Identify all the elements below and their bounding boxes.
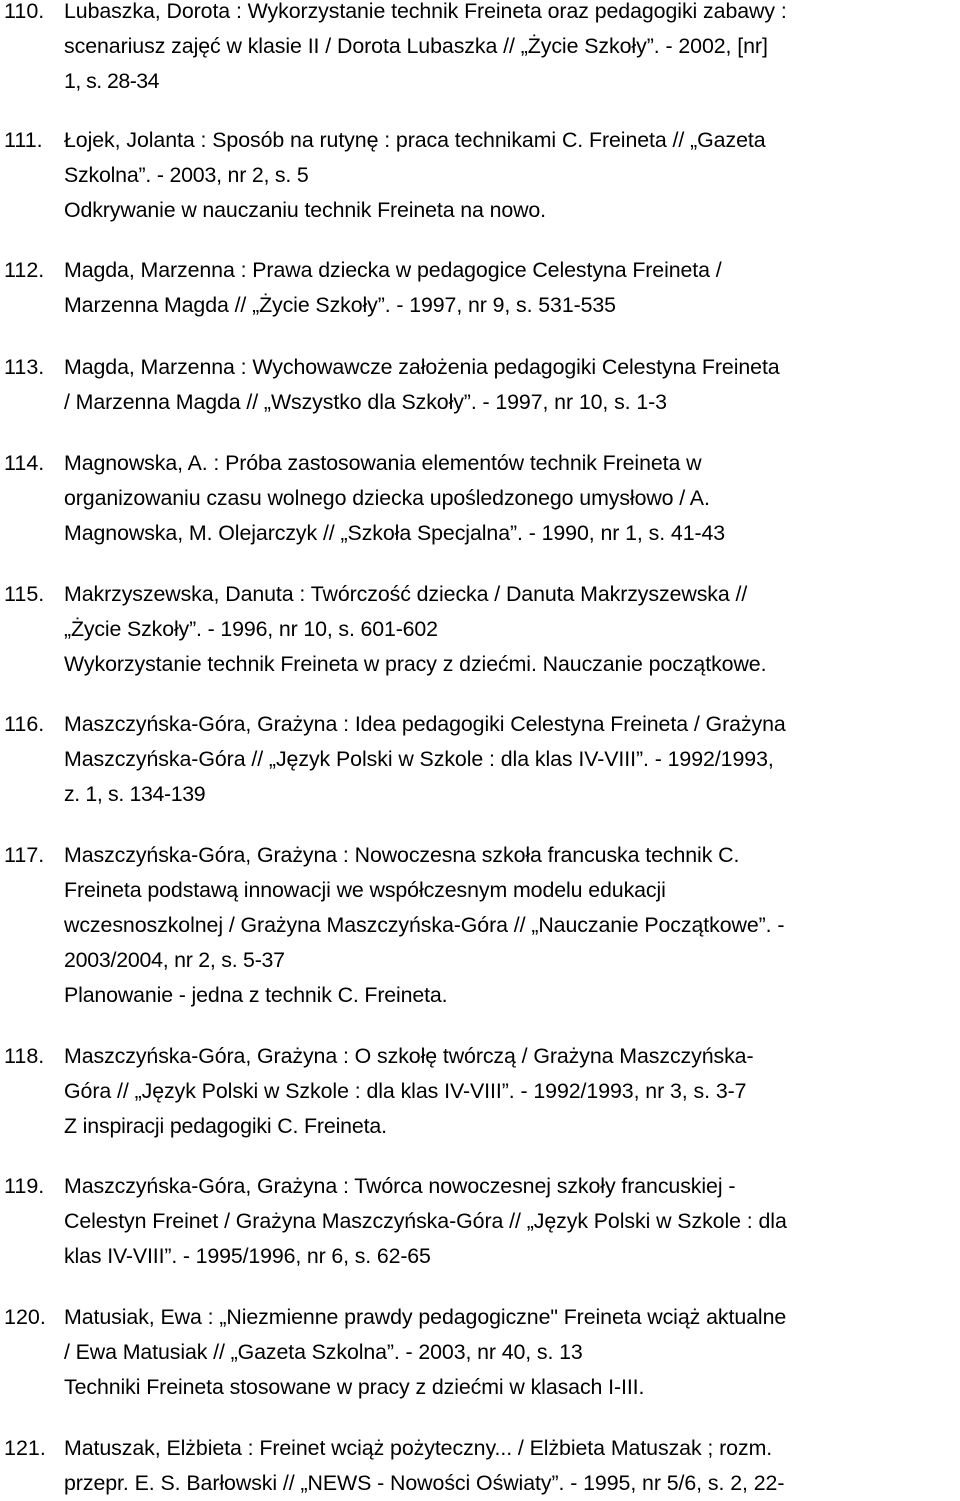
bibliography-entry: [0, 446, 960, 551]
entry-line: Góra // „Język Polski w Szkole : dla klas IV-VIII”. - 1992/1993, nr 3, s. 3-7: [64, 1079, 747, 1103]
entry-line: Z inspiracji pedagogiki C. Freineta.: [64, 1114, 387, 1138]
entry-line: Szkolna”. - 2003, nr 2, s. 5: [64, 163, 309, 187]
entry-line: Matusiak, Ewa : „Niezmienne prawdy pedagogiczne" Freineta wciąż aktualne: [64, 1305, 787, 1329]
entry-line: Maszczyńska-Góra // „Język Polski w Szkole : dla klas IV-VIII”. - 1992/1993,: [64, 747, 774, 771]
bibliography-entry: [0, 1169, 960, 1274]
entry-line: Techniki Freineta stosowane w pracy z dziećmi w klasach I-III.: [64, 1375, 645, 1399]
entry-number: 118.: [4, 1044, 45, 1068]
entry-line: Freineta podstawą innowacji we współczesnym modelu edukacji: [64, 878, 666, 902]
entry-line: klas IV-VIII”. - 1995/1996, nr 6, s. 62-65: [64, 1244, 431, 1268]
bibliography-entry: [0, 577, 960, 682]
entry-number: 112.: [4, 258, 45, 282]
entry-line: / Ewa Matusiak // „Gazeta Szkolna”. - 2003, nr 40, s. 13: [64, 1340, 583, 1364]
entry-number: 115.: [4, 582, 45, 606]
entry-line: Magnowska, M. Olejarczyk // „Szkoła Specjalna”. - 1990, nr 1, s. 41-43: [64, 521, 726, 545]
entry-text: [64, 123, 960, 228]
entry-text: [64, 707, 960, 812]
entry-line: Matuszak, Elżbieta : Freinet wciąż pożyteczny... / Elżbieta Matuszak ; rozm.: [64, 1436, 773, 1460]
entry-line: 1, s. 28-34: [64, 69, 159, 93]
entry-number: 116.: [4, 712, 45, 736]
entry-text: [64, 838, 960, 1013]
entry-line: Odkrywanie w nauczaniu technik Freineta na nowo.: [64, 198, 546, 222]
bibliography-entry: [0, 1431, 960, 1501]
entry-number: 117.: [4, 843, 45, 867]
bibliography-entry: [0, 0, 960, 99]
bibliography-entry: [0, 123, 960, 228]
entry-text: [64, 1431, 960, 1501]
entry-line: Makrzyszewska, Danuta : Twórczość dziecka / Danuta Makrzyszewska //: [64, 582, 748, 606]
entry-line: Lubaszka, Dorota : Wykorzystanie technik Freineta oraz pedagogiki zabawy :: [64, 0, 787, 23]
bibliography-entry: [0, 253, 960, 323]
entry-line: 2003/2004, nr 2, s. 5-37: [64, 948, 285, 972]
entry-line: Łojek, Jolanta : Sposób na rutynę : praca technikami C. Freineta // „Gazeta: [64, 128, 766, 152]
entry-line: Magnowska, A. : Próba zastosowania elementów technik Freineta w: [64, 451, 702, 475]
entry-text: [64, 350, 960, 420]
entry-line: Magda, Marzenna : Wychowawcze założenia pedagogiki Celestyna Freineta: [64, 355, 780, 379]
entry-text: [64, 0, 960, 99]
entry-number: 111.: [4, 128, 43, 152]
entry-line: wczesnoszkolnej / Grażyna Maszczyńska-Góra // „Nauczanie Początkowe”. -: [64, 913, 785, 937]
bibliography-entry: [0, 350, 960, 420]
bibliography-entry: [0, 707, 960, 812]
entry-text: [64, 1169, 960, 1274]
entry-number: 113.: [4, 355, 45, 379]
entry-text: [64, 1039, 960, 1144]
entry-number: 110.: [4, 0, 45, 23]
entry-line: z. 1, s. 134-139: [64, 782, 206, 806]
entry-line: przepr. E. S. Barłowski // „NEWS - Nowości Oświaty”. - 1995, nr 5/6, s. 2, 22-: [64, 1471, 785, 1495]
bibliography-entry: [0, 838, 960, 1013]
entry-line: / Marzenna Magda // „Wszystko dla Szkoły”. - 1997, nr 10, s. 1-3: [64, 390, 667, 414]
entry-line: scenariusz zajęć w klasie II / Dorota Lubaszka // „Życie Szkoły”. - 2002, [nr]: [64, 34, 768, 58]
entry-line: Marzenna Magda // „Życie Szkoły”. - 1997, nr 9, s. 531-535: [64, 293, 616, 317]
entry-line: Maszczyńska-Góra, Grażyna : Twórca nowoczesnej szkoły francuskiej -: [64, 1174, 736, 1198]
entry-text: [64, 1300, 960, 1405]
entry-line: Maszczyńska-Góra, Grażyna : Nowoczesna szkoła francuska technik C.: [64, 843, 740, 867]
entry-number: 114.: [4, 451, 45, 475]
entry-text: [64, 577, 960, 682]
entry-number: 119.: [4, 1174, 45, 1198]
entry-line: Wykorzystanie technik Freineta w pracy z dziećmi. Nauczanie początkowe.: [64, 652, 767, 676]
entry-number: 120.: [4, 1305, 46, 1329]
entry-text: [64, 253, 960, 323]
entry-line: Maszczyńska-Góra, Grażyna : O szkołę twórczą / Grażyna Maszczyńska-: [64, 1044, 754, 1068]
entry-number: 121.: [4, 1436, 46, 1460]
entry-text: [64, 446, 960, 551]
entry-line: organizowaniu czasu wolnego dziecka upośledzonego umysłowo / A.: [64, 486, 710, 510]
bibliography-entry: [0, 1039, 960, 1144]
entry-line: Magda, Marzenna : Prawa dziecka w pedagogice Celestyna Freineta /: [64, 258, 722, 282]
entry-line: Planowanie - jedna z technik C. Freineta.: [64, 983, 448, 1007]
entry-line: Maszczyńska-Góra, Grażyna : Idea pedagogiki Celestyna Freineta / Grażyna: [64, 712, 786, 736]
entry-line: „Życie Szkoły”. - 1996, nr 10, s. 601-602: [64, 617, 438, 641]
bibliography-entry: [0, 1300, 960, 1405]
entry-line: Celestyn Freinet / Grażyna Maszczyńska-Góra // „Język Polski w Szkole : dla: [64, 1209, 787, 1233]
